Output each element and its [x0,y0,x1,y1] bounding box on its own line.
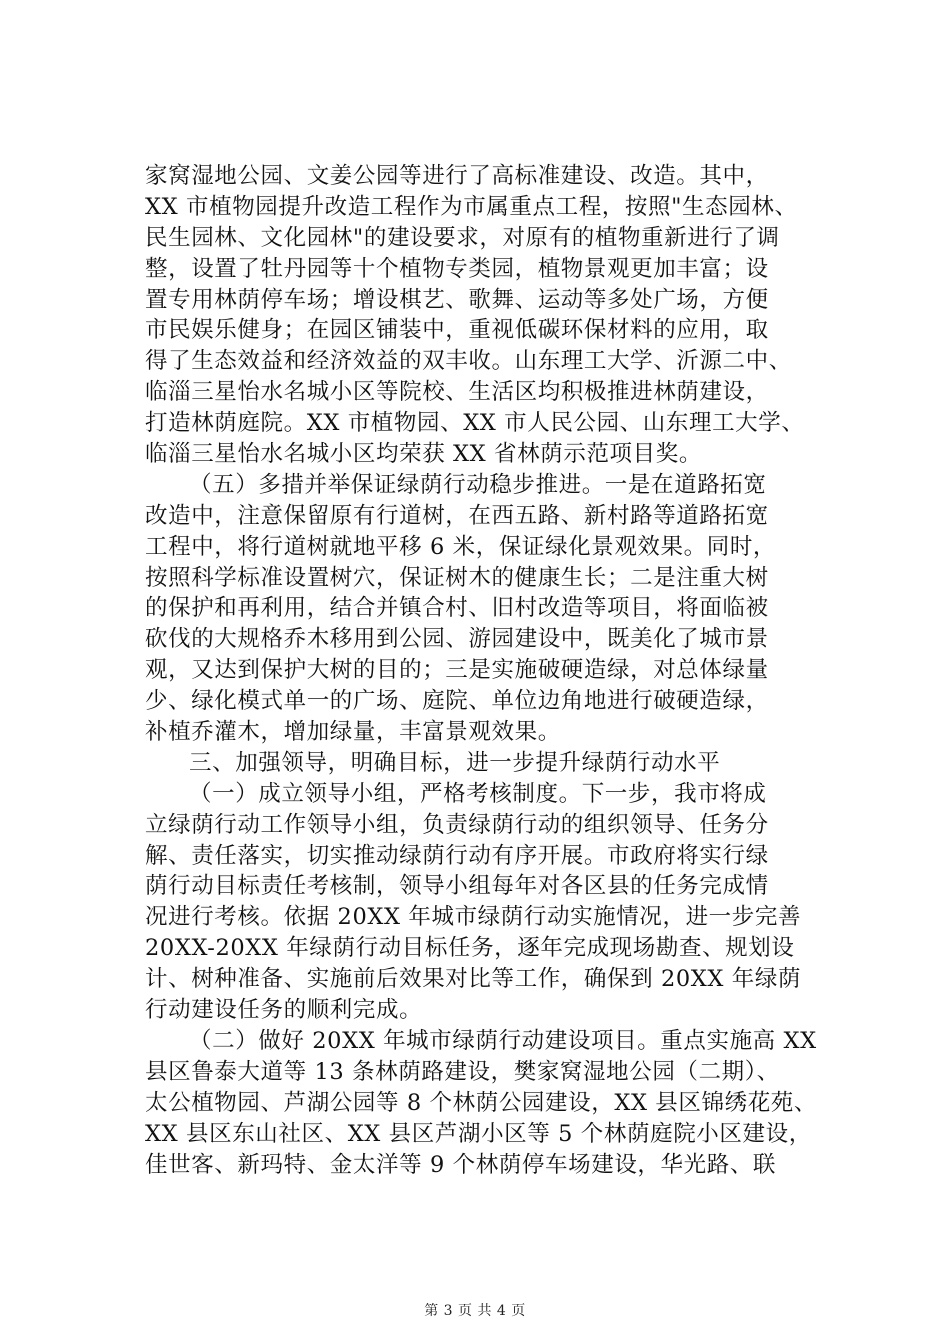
text-line: 况进行考核。依据 20XX 年城市绿荫行动实施情况，进一步完善 [145,904,802,931]
paragraph-start-line: （五）多措并举保证绿荫行动稳步推进。一是在道路拓宽 [189,471,767,498]
paragraph-start-line: （一）成立领导小组，严格考核制度。下一步，我市将成 [189,780,767,807]
text-line: 临淄三星怡水名城小区等院校、生活区均积极推进林荫建设， [145,379,769,406]
section-heading: 三、加强领导，明确目标，进一步提升绿荫行动水平 [189,749,721,776]
text-line: 补植乔灌木，增加绿量，丰富景观效果。 [145,719,561,746]
text-line: 立绿荫行动工作领导小组，负责绿荫行动的组织领导、任务分 [145,811,769,838]
text-line: 打造林荫庭院。XX 市植物园、XX 市人民公园、山东理工大学、 [145,410,805,437]
text-line: 砍伐的大规格乔木移用到公园、游园建设中，既美化了城市景 [145,626,769,653]
text-line: 工程中，将行道树就地平移 6 米，保证绿化景观效果。同时， [145,533,777,560]
text-line: 观，又达到保护大树的目的；三是实施破硬造绿，对总体绿量 [145,657,769,684]
text-line: 的保护和再利用，结合并镇合村、旧村改造等项目，将面临被 [145,595,769,622]
paragraph-start-line: （二）做好 20XX 年城市绿荫行动建设项目。重点实施高 XX [189,1027,817,1054]
text-line: 解、责任落实，切实推动绿荫行动有序开展。市政府将实行绿 [145,842,769,869]
text-line: 家窝湿地公园、文姜公园等进行了高标准建设、改造。其中， [145,163,769,189]
text-line: 改造中，注意保留原有行道树，在西五路、新村路等道路拓宽 [145,502,769,529]
text-line: 市民娱乐健身；在园区铺装中，重视低碳环保材料的应用，取 [145,317,769,344]
text-line: 20XX-20XX 年绿荫行动目标任务，逐年完成现场勘查、规划设 [145,935,795,962]
text-line: 民生园林、文化园林"的建设要求，对原有的植物重新进行了调 [145,224,780,251]
text-line: 临淄三星怡水名城小区均荣获 XX 省林荫示范项目奖。 [145,441,702,468]
text-line: 太公植物园、芦湖公园等 8 个林荫公园建设，XX 县区锦绣花苑、 [145,1089,818,1116]
document-body [145,161,830,1180]
text-line: XX 县区东山社区、XX 县区芦湖小区等 5 个林荫庭院小区建设， [145,1120,812,1147]
text-line: XX 市植物园提升改造工程作为市属重点工程，按照"生态园林、 [145,193,798,220]
text-line: 少、绿化模式单一的广场、庭院、单位边角地进行破硬造绿， [145,688,769,715]
text-line: 整，设置了牡丹园等十个植物专类园，植物景观更加丰富；设 [145,255,769,282]
text-line: 计、树种准备、实施前后效果对比等工作，确保到 20XX 年绿荫 [145,966,802,993]
text-line: 荫行动目标责任考核制，领导小组每年对各区县的任务完成情 [145,873,769,900]
text-line: 得了生态效益和经济效益的双丰收。山东理工大学、沂源二中、 [145,348,792,375]
text-line: 按照科学标准设置树穴，保证树木的健康生长；二是注重大树 [145,564,769,591]
text-line: 行动建设任务的顺利完成。 [145,997,423,1024]
text-line: 佳世客、新玛特、金太洋等 9 个林荫停车场建设，华光路、联 [145,1151,777,1178]
text-line: 县区鲁泰大道等 13 条林荫路建设，樊家窝湿地公园（二期）、 [145,1058,780,1085]
page-number-footer: 第 3 页 共 4 页 [424,1303,526,1319]
text-line: 置专用林荫停车场；增设棋艺、歌舞、运动等多处广场，方便 [145,286,769,313]
